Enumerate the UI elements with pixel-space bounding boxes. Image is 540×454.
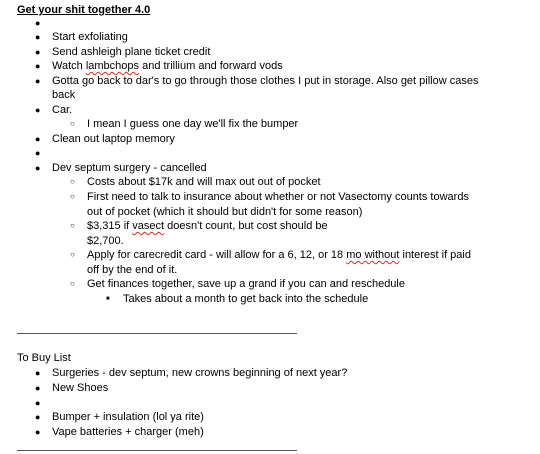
list-item[interactable]: Clean out laptop memory xyxy=(52,133,175,145)
list-item[interactable]: Gotta go back to dar's to go through those clothes I put in storage. Also get pillow cases xyxy=(52,75,479,87)
list-item-continued[interactable]: back xyxy=(52,89,76,101)
sub-list-item-continued[interactable]: off by the end of it. xyxy=(87,264,178,276)
bullet-disc-icon: ● xyxy=(35,412,41,422)
list-item[interactable]: Surgeries - dev septum, new crowns beginning of next year? xyxy=(52,367,348,379)
bullet-disc-icon: ● xyxy=(35,105,41,115)
bullet-disc-icon: ● xyxy=(35,32,41,42)
text-span: Apply for carecredit card - will allow for a 6, 12, or 18 xyxy=(87,249,347,261)
text-span: $3,315 if xyxy=(87,220,133,232)
sub-list-item[interactable]: Get finances together, save up a grand if you can and reschedule xyxy=(87,278,405,290)
list-item[interactable]: Send ashleigh plane ticket credit xyxy=(52,46,211,58)
bullet-disc-icon: ● xyxy=(35,76,41,86)
bullet-circle-icon: ○ xyxy=(70,177,75,186)
bullet-circle-icon: ○ xyxy=(70,250,75,259)
list-item[interactable]: New Shoes xyxy=(52,382,109,394)
bullet-square-icon: ■ xyxy=(106,296,110,302)
to-buy-heading[interactable]: To Buy List xyxy=(17,352,71,364)
bullet-disc-icon: ● xyxy=(35,18,41,28)
list-item[interactable]: Dev septum surgery - cancelled xyxy=(52,162,207,174)
bullet-disc-icon: ● xyxy=(35,47,41,57)
bullet-circle-icon: ○ xyxy=(70,221,75,230)
list-item[interactable]: Start exfoliating xyxy=(52,31,128,43)
list-item[interactable]: Car. xyxy=(52,104,73,116)
bullet-disc-icon: ● xyxy=(35,427,41,437)
bullet-disc-icon: ● xyxy=(35,383,41,393)
sub-list-item[interactable]: Costs about $17k and will max out out of pocket xyxy=(87,176,321,188)
bullet-disc-icon: ● xyxy=(35,163,41,173)
bullet-disc-icon: ● xyxy=(35,148,41,158)
list-item[interactable]: Bumper + insulation (lol ya rite) xyxy=(52,411,204,423)
sub-sub-list-item[interactable]: Takes about a month to get back into the schedule xyxy=(123,293,369,305)
list-item[interactable]: Vape batteries + charger (meh) xyxy=(52,426,204,438)
horizontal-rule xyxy=(17,333,297,334)
text-span: and trillium and forward vods xyxy=(139,60,283,72)
document-title[interactable]: Get your shit together 4.0 xyxy=(17,4,151,16)
misspelled-word[interactable]: vasect xyxy=(132,220,165,232)
sub-list-item[interactable]: I mean I guess one day we'll fix the bumper xyxy=(87,118,299,130)
text-span: interest if paid xyxy=(399,249,471,261)
sub-list-item[interactable] xyxy=(87,219,328,233)
bullet-disc-icon: ● xyxy=(35,398,41,408)
bullet-disc-icon: ● xyxy=(35,368,41,378)
sub-list-item[interactable] xyxy=(87,248,471,262)
bullet-circle-icon: ○ xyxy=(70,279,75,288)
text-span: doesn't count, but cost should be xyxy=(164,220,328,232)
text-span: Watch xyxy=(52,60,86,72)
bullet-circle-icon: ○ xyxy=(70,119,75,128)
list-item[interactable] xyxy=(52,59,283,73)
sub-list-item-continued[interactable]: out of pocket (which it should but didn't for some reason) xyxy=(87,206,363,218)
horizontal-rule xyxy=(17,450,297,451)
misspelled-word[interactable]: mo without xyxy=(346,249,400,261)
bullet-disc-icon: ● xyxy=(35,134,41,144)
sub-list-item[interactable]: First need to talk to insurance about whether or not Vasectomy counts towards xyxy=(87,191,469,203)
bullet-disc-icon: ● xyxy=(35,61,41,71)
bullet-circle-icon: ○ xyxy=(70,192,75,201)
misspelled-word[interactable]: lambchops xyxy=(85,60,140,72)
sub-list-item-continued[interactable]: $2,700. xyxy=(87,235,124,247)
